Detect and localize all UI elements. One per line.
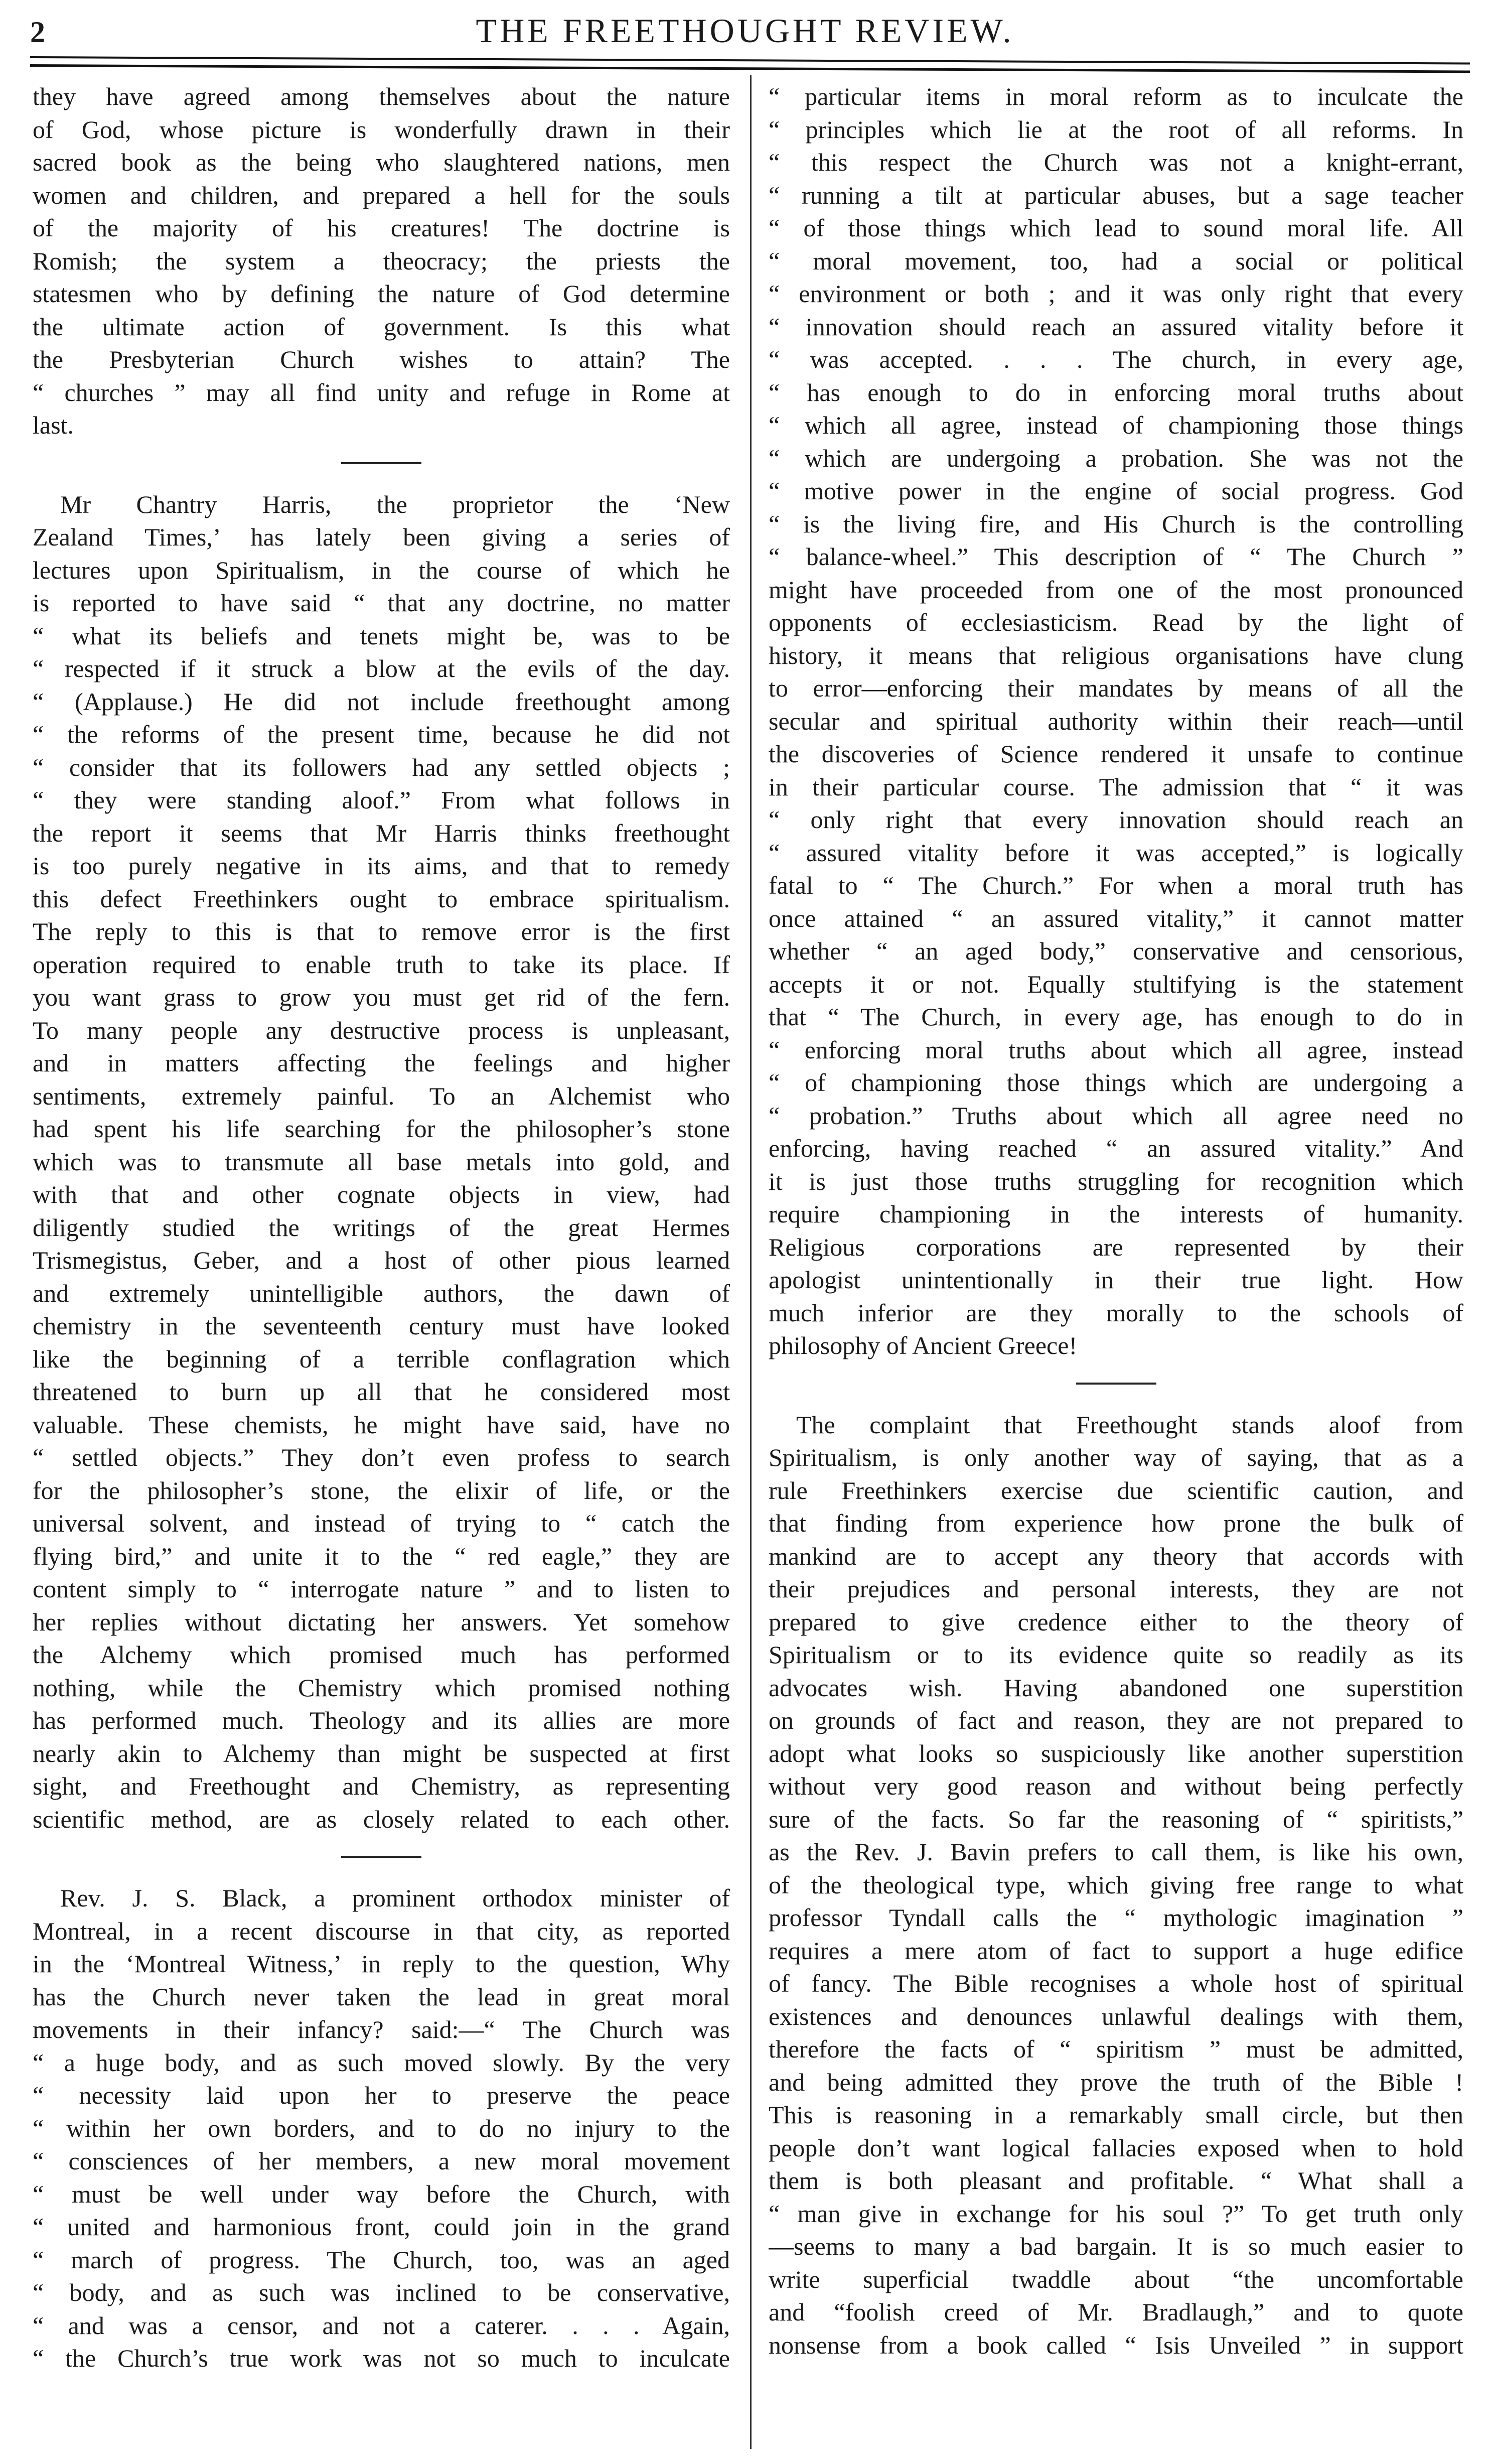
section-separator — [341, 1856, 421, 1858]
text-line: “ enforcing moral truths about which all agree, instead — [769, 1035, 1463, 1064]
text-line: that finding from experience how prone the bulk of — [769, 1509, 1463, 1537]
text-line: “ consciences of her members, a new moral movement — [33, 2147, 730, 2175]
text-line: scientific method, are as closely related to each other. — [33, 1805, 730, 1833]
text-line: like the beginning of a terrible conflagration which — [33, 1344, 730, 1373]
text-line: the report it seems that Mr Harris thinks freethought — [33, 818, 730, 847]
text-line: secular and spiritual authority within their reach—until — [769, 707, 1463, 735]
text-line: it is just those truths struggling for recognition which — [769, 1167, 1463, 1195]
text-line: the Alchemy which promised much has performed — [33, 1640, 730, 1669]
text-line: “ consider that its followers had any settled objects ; — [33, 753, 730, 781]
text-line: “ united and harmonious front, could join in the grand — [33, 2213, 730, 2241]
text-line: requires a mere atom of fact to support a huge edifice — [769, 1936, 1463, 1965]
text-line: advocates wish. Having abandoned one superstition — [769, 1673, 1463, 1702]
text-line: “ respected if it struck a blow at the evils of the day. — [33, 654, 730, 682]
text-line: “ they were standing aloof.” From what follows in — [33, 786, 730, 814]
text-line: “ principles which lie at the root of all reforms. In — [769, 115, 1463, 144]
header-rule — [30, 56, 1470, 65]
text-line: “ balance-wheel.” This description of “ The Church ” — [769, 542, 1463, 571]
text-line: prepared to give credence either to the theory of — [769, 1607, 1463, 1636]
text-line: accepts it or not. Equally stultifying is the statement — [769, 970, 1463, 998]
paragraph-presbyterian — [33, 80, 730, 442]
text-line: on grounds of fact and reason, they are not prepared to — [769, 1706, 1463, 1734]
text-line: and “foolish creed of Mr. Bradlaugh,” and to quote — [769, 2298, 1463, 2326]
text-line: the Presbyterian Church wishes to attain? The — [33, 345, 730, 373]
text-line: is too purely negative in its aims, and that to remedy — [33, 852, 730, 880]
text-line: sacred book as the being who slaughtered nations, men — [33, 148, 730, 176]
text-line: “ march of progress. The Church, too, was an aged — [33, 2245, 730, 2274]
text-line: much inferior are they morally to the schools of — [769, 1298, 1463, 1327]
text-line: “ settled objects.” They don’t even profess to search — [33, 1443, 730, 1471]
text-line: their prejudices and personal interests, they are not — [769, 1575, 1463, 1603]
left-column — [33, 80, 730, 2375]
text-line: in their particular course. The admission that “ it was — [769, 772, 1463, 801]
text-line: might have proceeded from one of the most pronounced — [769, 575, 1463, 604]
text-line: history, it means that religious organisations have clung — [769, 641, 1463, 669]
text-line: of the theological type, which giving free range to what — [769, 1870, 1463, 1899]
section-separator — [1076, 1383, 1156, 1385]
text-line: “ (Applause.) He did not include freethought among — [33, 687, 730, 716]
text-line: you want grass to grow you must get rid of the fern. — [33, 983, 730, 1011]
text-line: “ of those things which lead to sound moral life. All — [769, 214, 1463, 242]
text-line: they have agreed among themselves about the nature — [33, 82, 730, 110]
text-line: “ is the living fire, and His Church is the controlling — [769, 509, 1463, 538]
text-line: the discoveries of Science rendered it unsafe to continue — [769, 740, 1463, 768]
text-line: mankind are to accept any theory that accords with — [769, 1542, 1463, 1570]
text-line: sure of the facts. So far the reasoning of “ spiritists,” — [769, 1805, 1463, 1833]
text-line: The reply to this is that to remove error is the first — [33, 917, 730, 945]
text-line: “ what its beliefs and tenets might be, was to be — [33, 621, 730, 650]
column-divider — [750, 75, 752, 2449]
text-line: threatened to burn up all that he considered most — [33, 1378, 730, 1406]
masthead — [0, 0, 1490, 75]
text-line: has performed much. Theology and its allies are more — [33, 1706, 730, 1734]
text-line: —seems to many a bad bargain. It is so much easier to — [769, 2232, 1463, 2260]
paragraph-chantry-harris — [33, 488, 730, 1836]
text-line: movements in their infancy? said:—“ The Church was — [33, 2015, 730, 2043]
header-rule-double — [30, 64, 1470, 73]
text-line: “ assured vitality before it was accepted,” is logically — [769, 838, 1463, 867]
text-line: “ within her own borders, and to do no injury to the — [33, 2114, 730, 2142]
text-line: The complaint that Freethought stands aloof from — [796, 1410, 1463, 1439]
text-line: Zealand Times,’ has lately been giving a series of — [33, 523, 730, 551]
text-line: nonsense from a book called “ Isis Unveiled ” in support — [769, 2331, 1463, 2359]
text-line: “ environment or both ; and it was only right that every — [769, 280, 1463, 308]
text-line: last. — [33, 411, 74, 439]
text-line: whether “ an aged body,” conservative and censorious, — [769, 937, 1463, 965]
text-line: that “ The Church, in every age, has enough to do in — [769, 1003, 1463, 1031]
text-line: content simply to “ interrogate nature ” and to listen to — [33, 1575, 730, 1603]
text-line: “ motive power in the engine of social progress. God — [769, 477, 1463, 505]
text-line: valuable. These chemists, he might have said, have no — [33, 1410, 730, 1439]
text-line: this defect Freethinkers ought to embrace spiritualism. — [33, 884, 730, 913]
text-line: “ man give in exchange for his soul ?” To get truth only — [769, 2199, 1463, 2228]
text-line: and extremely unintelligible authors, the dawn of — [33, 1279, 730, 1307]
text-line: has the Church never taken the lead in great moral — [33, 1982, 730, 2011]
text-line: for the philosopher’s stone, the elixir of life, or the — [33, 1476, 730, 1504]
text-line: of fancy. The Bible recognises a whole host of spiritual — [769, 1969, 1463, 1997]
text-line: once attained “ an assured vitality,” it cannot matter — [769, 904, 1463, 932]
text-line: her replies without dictating her answers. Yet somehow — [33, 1607, 730, 1636]
text-line: Spiritualism or to its evidence quite so readily as its — [769, 1640, 1463, 1669]
text-line: “ moral movement, too, had a social or political — [769, 246, 1463, 275]
text-line: This is reasoning in a remarkably small circle, but then — [769, 2101, 1463, 2129]
text-line: “ was accepted. . . . The church, in every age, — [769, 345, 1463, 373]
text-line: enforcing, having reached “ an assured vitality.” And — [769, 1134, 1463, 1162]
paragraph-rev-black — [33, 1882, 730, 2375]
text-line: and being admitted they prove the truth of the Bible ! — [769, 2068, 1463, 2096]
text-line: Trismegistus, Geber, and a host of other pious learned — [33, 1246, 730, 1274]
text-line: nothing, while the Chemistry which promised nothing — [33, 1673, 730, 1702]
text-line: “ a huge body, and as such moved slowly. By the very — [33, 2048, 730, 2077]
text-line: adopt what looks so suspiciously like another superstition — [769, 1739, 1463, 1767]
text-line: opponents of ecclesiasticism. Read by the light of — [769, 608, 1463, 636]
publication-title: THE FREETHOUGHT REVIEW. — [476, 12, 1014, 50]
text-line: “ necessity laid upon her to preserve the peace — [33, 2081, 730, 2109]
text-line: “ this respect the Church was not a knight-errant, — [769, 148, 1463, 176]
text-line: statesmen who by defining the nature of God determine — [33, 280, 730, 308]
text-line: with that and other cognate objects in view, had — [33, 1180, 730, 1208]
text-line: of God, whose picture is wonderfully drawn in their — [33, 115, 730, 144]
text-line: “ running a tilt at particular abuses, but a sage teacher — [769, 181, 1463, 209]
text-line: women and children, and prepared a hell for the souls — [33, 181, 730, 209]
text-line: Spiritualism, is only another way of saying, that as a — [769, 1443, 1463, 1471]
text-line: Religious corporations are represented by their — [769, 1233, 1463, 1261]
text-line: apologist unintentionally in their true light. How — [769, 1266, 1463, 1294]
text-line: “ which are undergoing a probation. She was not the — [769, 444, 1463, 472]
text-line: and in matters affecting the feelings and higher — [33, 1049, 730, 1077]
text-line: therefore the facts of “ spiritism ” must be admitted, — [769, 2035, 1463, 2063]
text-line: sight, and Freethought and Chemistry, as representing — [33, 1772, 730, 1800]
text-line: to error—enforcing their mandates by means of all the — [769, 674, 1463, 702]
text-line: had spent his life searching for the philosopher’s stone — [33, 1115, 730, 1143]
paragraph-spiritualism-complaint — [769, 1409, 1463, 2362]
text-line: Rev. J. S. Black, a prominent orthodox minister of — [60, 1884, 730, 1912]
text-line: “ particular items in moral reform as to inculcate the — [769, 82, 1463, 110]
text-line: is reported to have said “ that any doctrine, no matter — [33, 589, 730, 617]
text-line: as the Rev. J. Bavin prefers to call them, is like his own, — [769, 1838, 1463, 1866]
text-line: “ churches ” may all find unity and refuge in Rome at — [33, 378, 730, 406]
text-line: professor Tyndall calls the “ mythologic imagination ” — [769, 1903, 1463, 1932]
text-line: universal solvent, and instead of trying to “ catch the — [33, 1509, 730, 1537]
text-line: “ the Church’s true work was not so much to inculcate — [33, 2344, 730, 2372]
text-line: “ only right that every innovation should reach an — [769, 805, 1463, 834]
page-number: 2 — [30, 16, 45, 49]
text-line: of the majority of his creatures! The doctrine is — [33, 214, 730, 242]
text-line: without very good reason and without being perfectly — [769, 1772, 1463, 1800]
text-line: “ innovation should reach an assured vitality before it — [769, 312, 1463, 341]
text-line: operation required to enable truth to take its place. If — [33, 950, 730, 979]
text-line: them is both pleasant and profitable. “ What shall a — [769, 2166, 1463, 2195]
text-line: nearly akin to Alchemy than might be suspected at first — [33, 1739, 730, 1767]
text-line: lectures upon Spiritualism, in the course of which he — [33, 556, 730, 584]
text-line: “ body, and as such was inclined to be conservative, — [33, 2278, 730, 2306]
text-line: people don’t want logical fallacies exposed when to hold — [769, 2133, 1463, 2162]
text-line: “ has enough to do in enforcing moral truths about — [769, 378, 1463, 406]
text-line: “ must be well under way before the Church, with — [33, 2179, 730, 2208]
text-line: Montreal, in a recent discourse in that city, as reported — [33, 1917, 730, 1945]
text-line: rule Freethinkers exercise due scientific caution, and — [769, 1476, 1463, 1504]
text-line: “ probation.” Truths about which all agree need no — [769, 1101, 1463, 1130]
paragraph-church-quote-continued — [769, 80, 1463, 1362]
text-line: “ which all agree, instead of championing those things — [769, 411, 1463, 439]
text-line: diligently studied the writings of the great Hermes — [33, 1213, 730, 1242]
text-line: in the ‘Montreal Witness,’ in reply to the question, Why — [33, 1950, 730, 1978]
text-line: To many people any destructive process is unpleasant, — [33, 1016, 730, 1044]
text-line: fatal to “ The Church.” For when a moral truth has — [769, 871, 1463, 899]
text-line: Mr Chantry Harris, the proprietor the ‘New — [60, 490, 730, 518]
text-line: “ the reforms of the present time, because he did not — [33, 720, 730, 748]
text-line: existences and denounces unlawful dealings with them, — [769, 2002, 1463, 2030]
text-line: write superficial twaddle about “the uncomfortable — [769, 2265, 1463, 2293]
text-line: Romish; the system a theocracy; the priests the — [33, 246, 730, 275]
section-separator — [341, 462, 421, 464]
text-line: “ and was a censor, and not a caterer. . . . Again, — [33, 2311, 730, 2340]
text-line: chemistry in the seventeenth century must have looked — [33, 1312, 730, 1340]
text-line: sentiments, extremely painful. To an Alchemist who — [33, 1081, 730, 1110]
text-line: the ultimate action of government. Is this what — [33, 312, 730, 341]
right-column — [769, 80, 1463, 2362]
text-line: require championing in the interests of humanity. — [769, 1200, 1463, 1228]
text-line: which was to transmute all base metals into gold, and — [33, 1147, 730, 1176]
text-line: flying bird,” and unite it to the “ red eagle,” they are — [33, 1542, 730, 1570]
text-line: philosophy of Ancient Greece! — [769, 1331, 1078, 1359]
text-line: “ of championing those things which are undergoing a — [769, 1068, 1463, 1097]
